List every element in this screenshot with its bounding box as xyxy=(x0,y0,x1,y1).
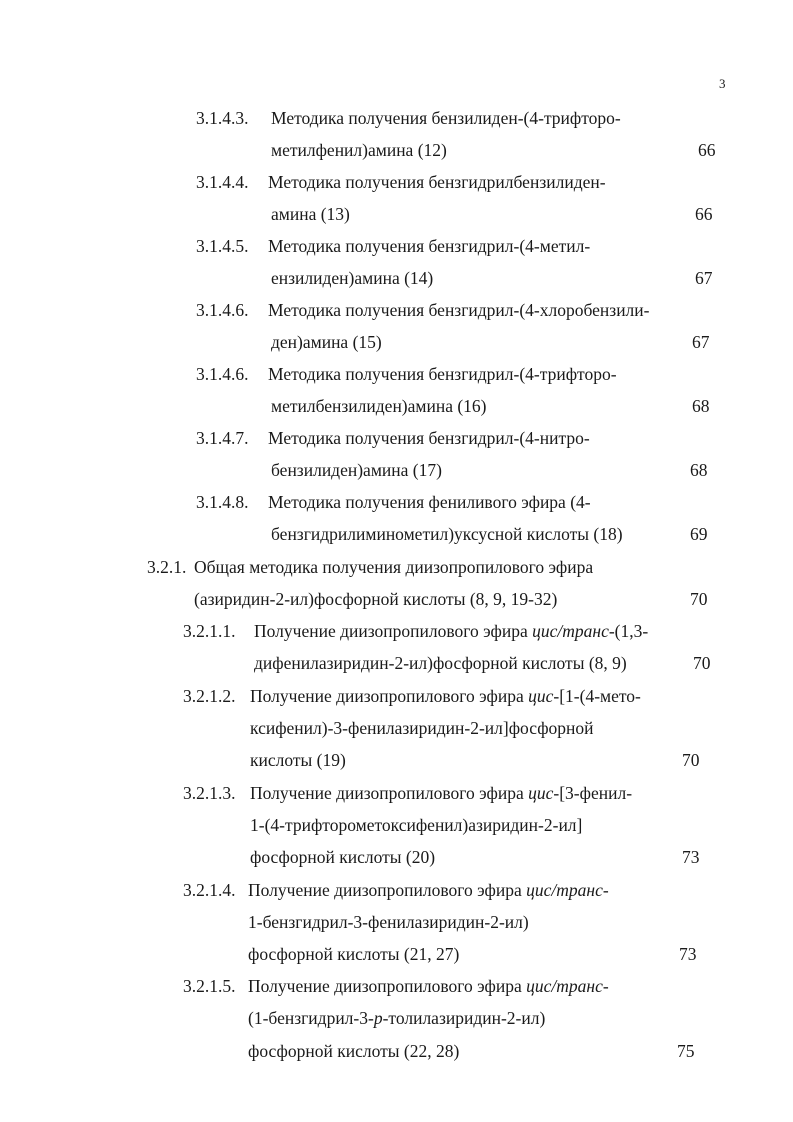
toc-entry-number: 3.2.1.5. xyxy=(183,976,236,996)
toc-entry-page: 70 xyxy=(682,750,700,770)
toc-entry-number: 3.2.1.4. xyxy=(183,880,236,900)
toc-entry-number: 3.2.1.2. xyxy=(183,686,236,706)
title-emphasis: p xyxy=(373,1008,383,1028)
title-text: (1-бензгидрил-3- xyxy=(248,1008,374,1028)
toc-entry-title-line: фосфорной кислоты (21, 27) xyxy=(248,944,460,964)
toc-entry-title-line: Методика получения бензгидрил-(4-трифторо- xyxy=(268,364,617,384)
toc-entry-title-line: бензгидрилиминометил)уксусной кислоты (18) xyxy=(271,524,623,544)
toc-entry-title-line: Методика получения бензгидрил-(4-нитро- xyxy=(268,428,590,448)
toc-entry-page: 66 xyxy=(698,140,716,160)
toc-entry-number: 3.1.4.7. xyxy=(196,428,249,448)
toc-entry-title-line: Методика получения бензгидрилбензилиден- xyxy=(268,172,606,192)
title-emphasis: цис/транс xyxy=(526,880,603,900)
toc-entry-title-line xyxy=(250,783,632,803)
title-emphasis: цис/транс xyxy=(526,976,603,996)
toc-entry-page: 68 xyxy=(692,396,710,416)
title-text: - xyxy=(602,880,609,900)
title-text: Получение диизопропилового эфира xyxy=(250,783,529,803)
toc-entry-page: 73 xyxy=(682,847,700,867)
toc-entry-title-line xyxy=(248,976,609,996)
toc-entry-number: 3.1.4.6. xyxy=(196,300,249,320)
toc-entry-page: 73 xyxy=(679,944,697,964)
toc-entry-number: 3.2.1. xyxy=(147,557,187,577)
toc-entry-title-line: Методика получения фениливого эфира (4- xyxy=(268,492,591,512)
toc-entry-title-line: бензилиден)амина (17) xyxy=(271,460,442,480)
toc-entry-title-line: (азиридин-2-ил)фосфорной кислоты (8, 9, 19-32) xyxy=(194,589,558,609)
title-text: Получение диизопропилового эфира xyxy=(248,880,527,900)
toc-entry-title-line: Методика получения бензгидрил-(4-хлоробензили- xyxy=(268,300,650,320)
title-text: -[1-(4-мето- xyxy=(553,686,641,706)
toc-entry-page: 70 xyxy=(690,589,708,609)
toc-entry-title-line xyxy=(248,880,609,900)
toc-entry-title-line: метилфенил)амина (12) xyxy=(271,140,447,160)
toc-entry-number: 3.1.4.4. xyxy=(196,172,249,192)
toc-entry-page: 67 xyxy=(695,268,713,288)
toc-entry-title-line xyxy=(248,1008,545,1028)
toc-entry-title-line: 1-бензгидрил-3-фенилазиридин-2-ил) xyxy=(248,912,529,932)
title-text: -(1,3- xyxy=(608,621,649,641)
toc-entry-page: 67 xyxy=(692,332,710,352)
toc-entry-page: 69 xyxy=(690,524,708,544)
title-emphasis: цис xyxy=(528,783,554,803)
toc-entry-title-line: ензилиден)амина (14) xyxy=(271,268,434,288)
toc-entry-title-line: Методика получения бензилиден-(4-трифторо- xyxy=(271,108,621,128)
title-emphasis: цис xyxy=(528,686,554,706)
toc-entry-number: 3.1.4.5. xyxy=(196,236,249,256)
title-text: -толилазиридин-2-ил) xyxy=(382,1008,546,1028)
toc-entry-page: 75 xyxy=(677,1041,695,1061)
toc-entry-title-line: ден)амина (15) xyxy=(271,332,382,352)
title-text: Получение диизопропилового эфира xyxy=(250,686,529,706)
toc-entry-title-line: Методика получения бензгидрил-(4-метил- xyxy=(268,236,591,256)
toc-entry-title-line: фосфорной кислоты (22, 28) xyxy=(248,1041,460,1061)
toc-entry-title-line: 1-(4-трифторометоксифенил)азиридин-2-ил] xyxy=(250,815,583,835)
title-text: Получение диизопропилового эфира xyxy=(254,621,533,641)
toc-entry-title-line: метилбензилиден)амина (16) xyxy=(271,396,487,416)
toc-entry-title-line: дифенилазиридин-2-ил)фосфорной кислоты (8, 9) xyxy=(254,653,627,673)
toc-entry-page: 66 xyxy=(695,204,713,224)
toc-entry-title-line xyxy=(254,621,648,641)
toc-entry-title-line: ксифенил)-3-фенилазиридин-2-ил]фосфорной xyxy=(250,718,594,738)
title-text: -[3-фенил- xyxy=(553,783,633,803)
toc-entry-title-line: амина (13) xyxy=(271,204,350,224)
toc-entry-title-line: кислоты (19) xyxy=(250,750,346,770)
page-number: 3 xyxy=(719,76,726,91)
toc-entry-number: 3.1.4.3. xyxy=(196,108,249,128)
toc-entry-title-line: Общая методика получения диизопропилового эфира xyxy=(194,557,594,577)
toc-entry-number: 3.2.1.3. xyxy=(183,783,236,803)
title-emphasis: цис/транс xyxy=(532,621,609,641)
toc-entry-page: 70 xyxy=(693,653,711,673)
toc-entry-page: 68 xyxy=(690,460,708,480)
title-text: - xyxy=(602,976,609,996)
toc-entry-number: 3.2.1.1. xyxy=(183,621,236,641)
title-text: Получение диизопропилового эфира xyxy=(248,976,527,996)
toc-entry-number: 3.1.4.6. xyxy=(196,364,249,384)
toc-entry-number: 3.1.4.8. xyxy=(196,492,249,512)
toc-entry-title-line: фосфорной кислоты (20) xyxy=(250,847,436,867)
toc-entry-title-line xyxy=(250,686,641,706)
